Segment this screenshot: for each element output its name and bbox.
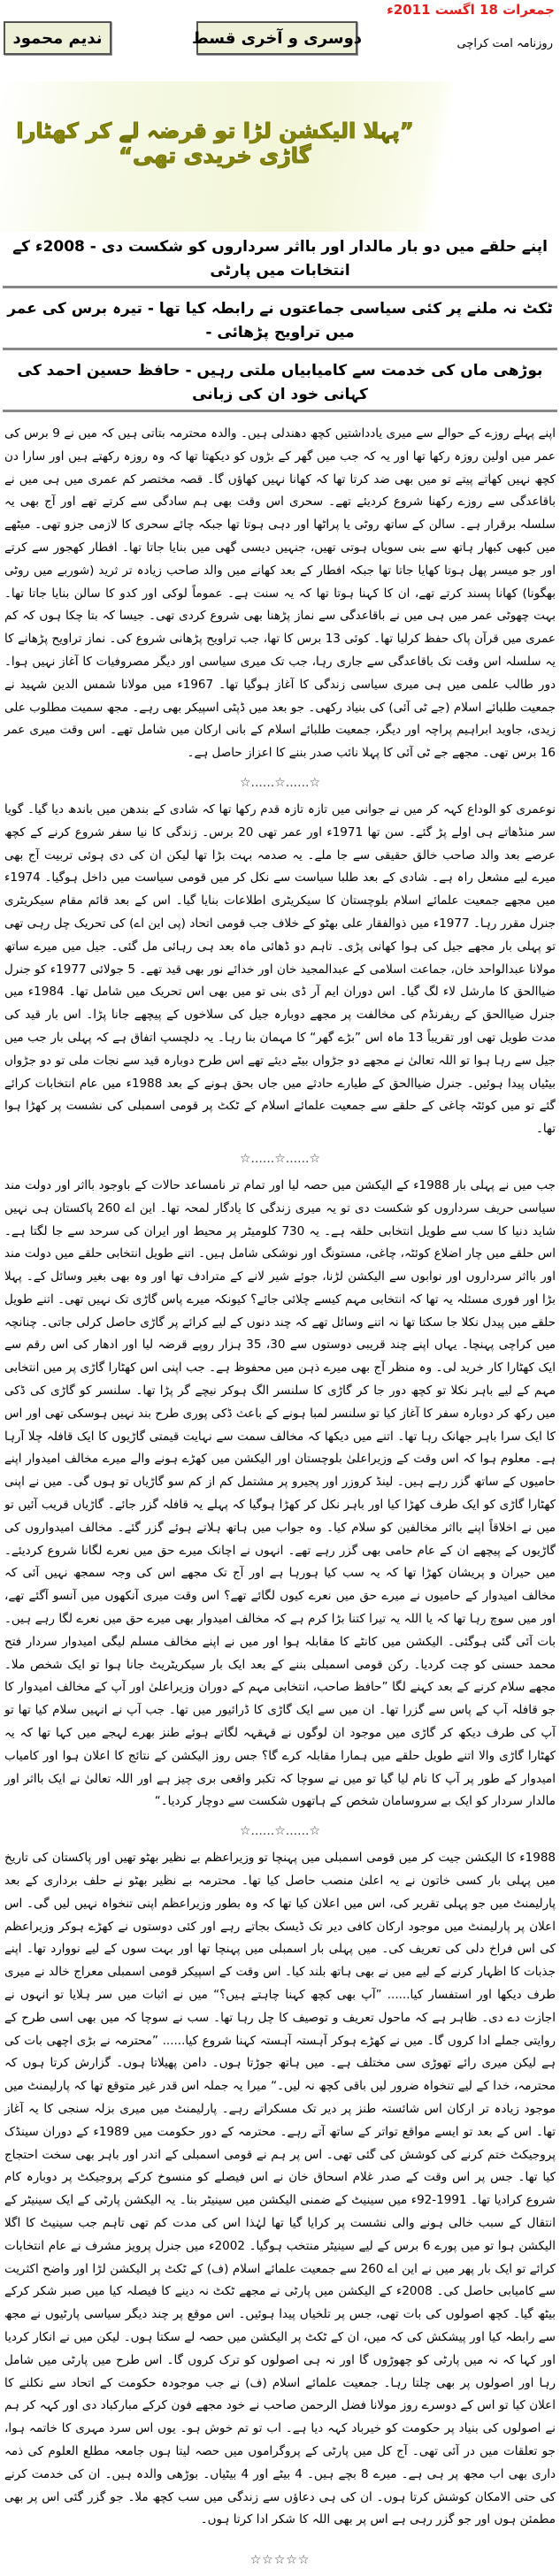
paragraph: اپنے پہلے روزے کے حوالے سے میری یادداشتیں کچھ دھندلی ہیں۔ والدہ محترمہ بتاتی ہیں کہ میں نے 9 برس کی عمر میں اولین روزہ رکھا تھا اور یہ کہ جب میں گھر کے بڑوں کو دیکھتا تھا کہ وہ روزہ رکھتے ہیں اور سارا دن کچھ نہیں کھاتے پیتے تو میں بھی ضد کرتا تھا کہ کھانا نہیں کھاؤں گا۔ قصہ مختصر کم عمری میں ہی میں نے باقاعدگی سے روزے رکھنا شروع کردیئے تھے۔ سحری اس وقت بھی ہم سادگی سے کرتے تھے اور آج بھی یہ سلسلہ برقرار ہے۔ سالن کے ساتھ روٹی یا پراٹھا اور دہی ہوتا تھا جبکہ چائے سحری کا لازمی جزو تھی۔ میٹھے میں کبھی کبھار ہاتھ سے بنی سویاں ہوتی تھیں، جنہیں دیسی گھی میں بنایا جاتا تھا۔ افطار کھجور سے کرتے اور جو میسر پھل ہوتا کھایا جاتا تھا جبکہ افطار کے بعد کھانے میں والد صاحب زیادہ تر ثرید (شوربے میں روٹی بھگونا) کھانا پسند کرتے تھے، ان کا کہنا ہوتا تھا کہ یہ سنت ہے۔ عموماً لوکی اور کدو کا سالن بنایا جاتا تھا۔ بہت چھوٹی عمر میں ہی میں نے باقاعدگی سے نماز پڑھنا بھی شروع کردی تھی۔ جیسا کہ بتا چکا ہوں کہ کم عمری میں قرآن پاک حفظ کرلیا تھا۔ کوئی 13 برس کا تھا، جب تراویح پڑھانی شروع کی۔ نماز تراویح پڑھانے کا یہ سلسلہ اس وقت تک باقاعدگی سے جاری رہا، جب تک میری سیاسی اور دیگر مصروفیات کا آغاز نہیں ہوا۔ دور طالب علمی میں ہی میری سیاسی زندگی کا آغاز ہوگیا تھا۔ 1967ء میں مولانا شمس الدین شہید نے جمعیت طلبائے اسلام (جے ٹی آئی) کی بنیاد رکھی۔ جو بعد میں ڈپٹی اسپیکر بھی رہے۔ مجھ سمیت مطلوب علی زیدی، جاوید ابراہیم پراچہ اور دیگر، جمعیت طلبائے اسلام کے بانی ارکان میں شامل تھے۔ اس وقت میری عمر 16 برس تھی۔ مجھے جے ٹی آئی کا پہلا نائب صدر بننے کا اعزاز حاصل ہے۔ bbox=[4, 426, 556, 761]
paragraph: نوعمری کو الوداع کہہ کر میں نے جوانی میں تازہ تازہ قدم رکھا تھا کہ شادی کے بندھن میں باندھ دیا گیا۔ گویا سر منڈھاتے ہی اولے پڑ گئے۔ سن تھا 1971ء اور عمر تھی 20 برس۔ زندگی کا نیا سفر شروع کرنے کے کچھ عرصے بعد والد صاحب خالق حقیقی سے جا ملے۔ یہ صدمہ بہت بڑا تھا لیکن ان کی دی ہوئی تربیت آج بھی میرے لیے مشعل راہ ہے۔ شادی کے بعد طلبا سیاست سے نکل کر میں قومی سیاست میں داخل ہوگیا۔ 1974ء میں مجھے جمعیت علمائے اسلام بلوچستان کا سیکریٹری اطلاعات بنایا گیا۔ اس کے بعد قائم مقام سیکریٹری جنرل مقرر رہا۔ 1977ء میں ذوالفقار علی بھٹو کے خلاف جب قومی اتحاد (پی این اے) کی تحریک چل رہی تھی تو پہلی بار مجھے جیل کی ہوا کھانی پڑی۔ تاہم دو ڈھائی ماہ بعد ہی رہائی مل گئی۔ جیل میں میرے ساتھ مولانا عبدالواحد خان، جماعت اسلامی کے عبدالمجید خان اور خدائے نور بھی قید تھے۔ 5 جولائی 1977ء کو جنرل ضیاالحق کا مارشل لاء لگ گیا۔ اس دوران ایم آر ڈی بنی تو میں بھی اس تحریک میں شامل تھا۔ 1984ء میں جنرل ضیاالحق کے ریفرنڈم کی مخالفت پر مجھے دوبارہ جیل کی سلاخوں کے پیچھے جانا پڑا۔ اس بار قید کی مدت طویل تھی اور تقریباً 13 ماہ اس ”بڑے گھر“ کا مہمان بنا رہا۔ یہ دلچسپ اتفاق ہے کہ پہلی بار جب میں جیل سے رہا ہوا تو اللہ تعالیٰ نے مجھے دو جڑواں بیٹے دیئے تھے اس طرح دوبارہ قید سے نجات ملی تو دو جڑواں بیٹیاں پیدا ہوئیں۔ جنرل ضیاالحق کے طیارے حادثے میں جاں بحق ہونے کے بعد 1988ء میں عام انتخابات کرائے گئے تو میں کوئٹہ چاغی کے حلقے سے جمعیت علمائے اسلام کے ٹکٹ پر قومی اسمبلی کی نشست پر کھڑا ہوا تھا۔ bbox=[4, 801, 556, 1137]
subheadline: اپنے حلقے میں دو بار مالدار اور بااثر سرداروں کو شکست دی - 2008ء کے انتخابات میں پارٹی bbox=[3, 232, 557, 288]
masthead bbox=[0, 0, 560, 81]
paragraph: 1988ء کا الیکشن جیت کر میں قومی اسمبلی میں پہنچا تو وزیراعظم بے نظیر بھٹو تھیں اور پاکستان کی تاریخ میں پہلی بار کسی خاتون نے یہ اعلیٰ منصب حاصل کیا تھا۔ محترمہ بے نظیر بھٹو نے حلف برداری کے بعد پارلیمنٹ میں جو پہلی تقریر کی، اس میں اعلان کیا تھا کہ وہ بطور وزیراعظم اپنی تنخواہ نہیں لیں گی۔ اس اعلان پر پارلیمنٹ میں موجود ارکان کافی دیر تک ڈیسک بجاتے رہے اور کئی دوستوں نے کھڑے ہوکر وزیراعظم کی اس فراخ دلی کی تعریف کی۔ میں پہلی بار اسمبلی میں پہنچا تھا اور بہت سوں کے لیے نووارد تھا۔ اپنے جذبات کا اظہار کرنے کے لیے میں نے بھی ہاتھ بلند کیا۔ اس وقت کے اسپیکر قومی اسمبلی معراج خالد نے میری طرف دیکھا اور استفسار کیا...... ”آپ بھی کچھ کہنا چاہتے ہیں؟“ میں نے اثبات میں سر ہلایا تو انہوں نے اجازت دے دی۔ ظاہر ہے کہ ماحول تعریف و توصیف کا چل رہا تھا۔ سب نے سوچا کہ میں بھی اسی طرح کے روایتی جملے ادا کروں گا۔ میں نے کھڑے ہوکر آہستہ آہستہ کہنا شروع کیا...... ”محترمہ نے بڑی اچھی بات کی ہے لیکن میری رائے تھوڑی سی مختلف ہے۔ میں ہاتھ جوڑتا ہوں۔ دامن پھیلاتا ہوں۔ گزارش کرتا ہوں کہ محترمہ، خدا کے لیے تنخواہ ضرور لیں باقی کچھ نہ لیں۔“ میرا یہ جملہ اس قدر غیر متوقع تھا کہ پارلیمنٹ میں موجود زیادہ تر ارکان اس شائستہ طنز پر دیر تک مسکراتے رہے۔ پارلیمنٹ میں میری بزلہ سنجی کا یہ آغاز تھا۔ اس کے بعد تو ایسے مواقع تواتر کے ساتھ آتے رہے۔ محترمہ کے دور حکومت میں 1989ء کے دوران سینڈک پروجیکٹ ختم کرنے کی کوشش کی گئی تھی۔ اس پر ہم نے قومی اسمبلی کے اندر اور باہر بھی سخت احتجاج کیا تھا۔ جس پر اس وقت کے صدر غلام اسحاق خان نے اس فیصلے کو منسوخ کرکے پروجیکٹ پر دوبارہ کام شروع کرادیا تھا۔ 1991-92ء میں سینیٹ کے ضمنی الیکشن میں سینیٹر بنا۔ یہ الیکشن پارٹی کے ایک سینیٹر کے انتقال کے سبب خالی ہونے والی نشست پر کرایا گیا تھا لہٰذا اس کی مدت کم تھی تاہم جب سینیٹ کا اگلا الیکشن ہوا تو میں پورے 6 برس کے لیے سینیٹر منتخب ہوگیا۔ 2002ء میں جنرل پرویز مشرف نے عام انتخابات کرائے تو ایک بار پھر میں نے این اے 260 سے جمعیت علمائے اسلام (ف) کے ٹکٹ پر الیکشن لڑا اور واضح اکثریت سے کامیابی حاصل کی۔ 2008ء کے الیکشن میں پارٹی نے مجھے ٹکٹ نہ دینے کا فیصلہ کیا میں صبر شکر کرکے بیٹھ گیا۔ کچھ اصولوں کی بات تھی، جس پر تلخیاں پیدا ہوئیں۔ اس موقع پر چند دیگر سیاسی پارٹیوں نے مجھ سے رابطہ کیا اور پیشکش کی کہ میں، ان کے ٹکٹ پر الیکشن میں حصہ لے سکتا ہوں۔ لیکن میں نے انکار کردیا اور کہا کہ نہ میں پارٹی کو چھوڑوں گا اور نہ ہی اصولوں کو ترک کروں گا۔ اس طرح میں پارٹی میں شامل رہا اور اصولوں پر بھی چلتا رہا۔ جمعیت علمائے اسلام (ف) نے جب موجودہ حکومت کے اتحاد سے نکلنے کا اعلان کیا تو اس کے دوسرے روز مولانا فضل الرحمن صاحب نے خود مجھے فون کرکے مبارکباد دی اور کہہ کر ہم نے اصولوں کی بنیاد پر حکومت کو خیرباد کہہ دیا ہے۔ اب تو تم خوش ہو۔ یوں اس سرد مہری کا خاتمہ ہوا، جو تعلقات میں در آئی تھی۔ آج کل میں پارٹی کے پروگراموں میں حصہ لیتا ہوں جامعہ مطلع العلوم کی ذمہ داری بھی اب مجھ پر ہی ہے۔ میرے 8 بچے ہیں۔ 4 بیٹے اور 4 بیٹیاں۔ بوڑھی والدہ ہیں۔ ان کی خدمت کرنے کی حتی الامکان کوشش کرتا ہوں۔ ان کی ہی دعاؤں سے زندگی میں سب کچھ ملا۔ جو گزر گئی اس پر بھی مطمئن ہوں اور جو گزر رہی ہے اس پر بھی اللہ کا شکر ادا کرتا ہوں۔ bbox=[4, 1851, 556, 2527]
author-name: ندیم محمود bbox=[4, 21, 111, 55]
newspaper-name: روزنامہ امت کراچی bbox=[456, 37, 553, 50]
publication-date: جمعرات 18 اگست 2011ء bbox=[387, 2, 555, 18]
end-mark: ☆☆☆☆☆ bbox=[249, 2553, 311, 2568]
subheadlines bbox=[0, 232, 560, 412]
article-body bbox=[0, 418, 560, 2567]
subheadline: ٹکٹ نہ ملنے پر کئی سیاسی جماعتوں نے رابطہ کیا تھا - تیرہ برس کی عمر میں تراویح پڑھائی - bbox=[3, 294, 557, 350]
subheadline: بوڑھی ماں کی خدمت سے کامیابیاں ملتی رہیں - حافظ حسین احمد کی کہانی خود ان کی زبانی bbox=[3, 356, 557, 412]
star-separator: ☆......☆......☆ bbox=[239, 775, 321, 790]
headline: ”پہلا الیکشن لڑا تو قرضہ لے کر کھٹارا گاڑی خریدی تھی“ bbox=[16, 119, 414, 168]
headline-banner bbox=[0, 81, 560, 232]
paragraph: جب میں نے پہلی بار 1988ء کے الیکشن میں حصہ لیا اور تمام تر نامساعد حالات کے باوجود بااثر اور دولت مند سیاسی حریف سرداروں کو شکست دی تو یہ میری زندگی کا یادگار لمحہ تھا۔ این اے 260 پاکستان ہی نہیں شاید دنیا کا سب سے طویل انتخابی حلقہ ہے۔ یہ 730 کلومیٹر پر محیط اور ایران کی سرحد سے جا لگتا ہے۔ اس حلقے میں چار اضلاع کوئٹہ، چاغی، مستونگ اور نوشکی شامل ہیں۔ اتنے طویل انتخابی حلقے میں دولت مند اور بااثر سرداروں اور نوابوں سے الیکشن لڑنا، جوئے شیر لانے کے مترادف تھا اور وہ بھی بغیر وسائل کے۔ پہلا بڑا اور فوری مسئلہ یہ تھا کہ انتخابی مہم کیسے چلائی جائے؟ کیونکہ میرے پاس گاڑی تک نہیں تھی۔ اتنے طویل حلقے میں پیدل نکلا جا سکتا تھا نہ اتنے وسائل تھے کہ چند دنوں کے لیے کرائے پر گاڑی حاصل کرلی جاتی۔ چنانچہ میں کراچی پہنچا۔ یہاں اپنے چند قریبی دوستوں سے 30، 35 ہزار روپے قرضہ لیا اور ادھار کی اس رقم سے ایک کھٹارا کار خرید لی۔ وہ منظر آج بھی میرے ذہن میں محفوظ ہے۔ جب اپنی اس کھٹارا گاڑی پر میں انتخابی مہم کے لیے باہر نکلا تو کچھ دور جا کر گاڑی کا سلنسر الگ ہوکر نیچے گر پڑا تھا۔ سلنسر کو گاڑی کی ڈکی میں رکھ کر دوبارہ سفر کا آغاز کیا تو سلنسر لمبا ہونے کے باعث ڈکی پوری طرح بند نہیں ہوسکی تھی اور اس کا ایک سرا باہر جھانک رہا تھا۔ اتنے میں دیکھا کہ مخالف سمت سے نہایت قیمتی گاڑیوں کا ایک قافلہ چلا آرہا ہے۔ معلوم ہوا کہ اس وقت کے وزیراعلیٰ بلوچستان اور الیکشن میں کھڑے ہونے والے میرے مخالف امیدوار اپنے حامیوں کے ساتھ گزر رہے ہیں۔ لینڈ کروزر اور پجیرو پر مشتمل کم از کم سو گاڑیاں تو ہوں گی۔ میں نے اپنی کھٹارا گاڑی کو ایک طرف کھڑا کیا اور باہر نکل کر کھڑا ہوگیا کہ پہلے یہ قافلہ گزر جائے۔ گاڑیاں قریب آئیں تو میں نے اخلاقاً اپنے بااثر مخالفین کو سلام کیا۔ وہ جواب میں ہاتھ ہلاتے ہوئے گزر گئے۔ مخالف امیدواروں کی گاڑیوں کے پیچھے ان کے عام حامی بھی گزر رہے تھے۔ انہوں نے اچانک میرے حق میں نعرے لگانا شروع کردیئے۔ میں حیران و پریشان کھڑا تھا کہ یہ سب کیا ہورہا ہے اور آج تک مجھے اس کی وجہ سمجھ نہیں آئی کہ مخالف امیدوار کے حامیوں نے میرے حق میں نعرے کیوں لگائے تھے؟ اس وقت میری آنکھوں میں آنسو آگئے تھے، اور میں سوچ رہا تھا کہ یا اللہ یہ تیرا کتنا بڑا کرم ہے کہ مخالف امیدوار بھی میرے حق میں نعرے لگا رہے ہیں۔ بات آئی گئی ہوگئی۔ الیکشن میں کانٹے کا مقابلہ ہوا اور میں نے اپنے مخالف مسلم لیگی امیدوار سردار فتح محمد حسنی کو چت کردیا۔ رکن قومی اسمبلی بننے کے بعد ایک بار سیکریٹریٹ جانا ہوا تو ایک شخص ملا۔ مجھے سلام کرنے کے بعد کہنے لگا ”حافظ صاحب، انتخابی مہم کے دوران وزیراعلیٰ اور آپ کے مخالف امیدوار کا جو قافلہ آپ کے پاس سے گزرا تھا۔ ان میں سے ایک گاڑی کا ڈرائیور میں تھا۔ جب آپ نے انہیں سلام کیا تھا تو آپ کی طرف دیکھ کر گاڑی میں موجود ان لوگوں نے قہقہہ لگاتے ہوئے طنز بھرے لہجے میں کہا تھا کہ یہ کھٹارا گاڑی والا اتنے طویل حلقے میں ہمارا مقابلہ کرے گا؟ جس روز الیکشن کے نتائج کا اعلان ہوا اور کامیاب امیدوار کے طور پر آپ کا نام لیا گیا تو میں نے سوچا کہ تکبر واقعی بری چیز ہے اور اللہ تعالیٰ نے ایک بااثر اور مالدار سردار کو ایک بے سروسامان شخص کے ہاتھوں شکست سے دوچار کردیا۔“ bbox=[4, 1177, 556, 1809]
star-separator: ☆......☆......☆ bbox=[239, 1151, 321, 1166]
installment-label: دوسری و آخری قسط bbox=[196, 21, 357, 55]
star-separator: ☆......☆......☆ bbox=[239, 1824, 321, 1839]
